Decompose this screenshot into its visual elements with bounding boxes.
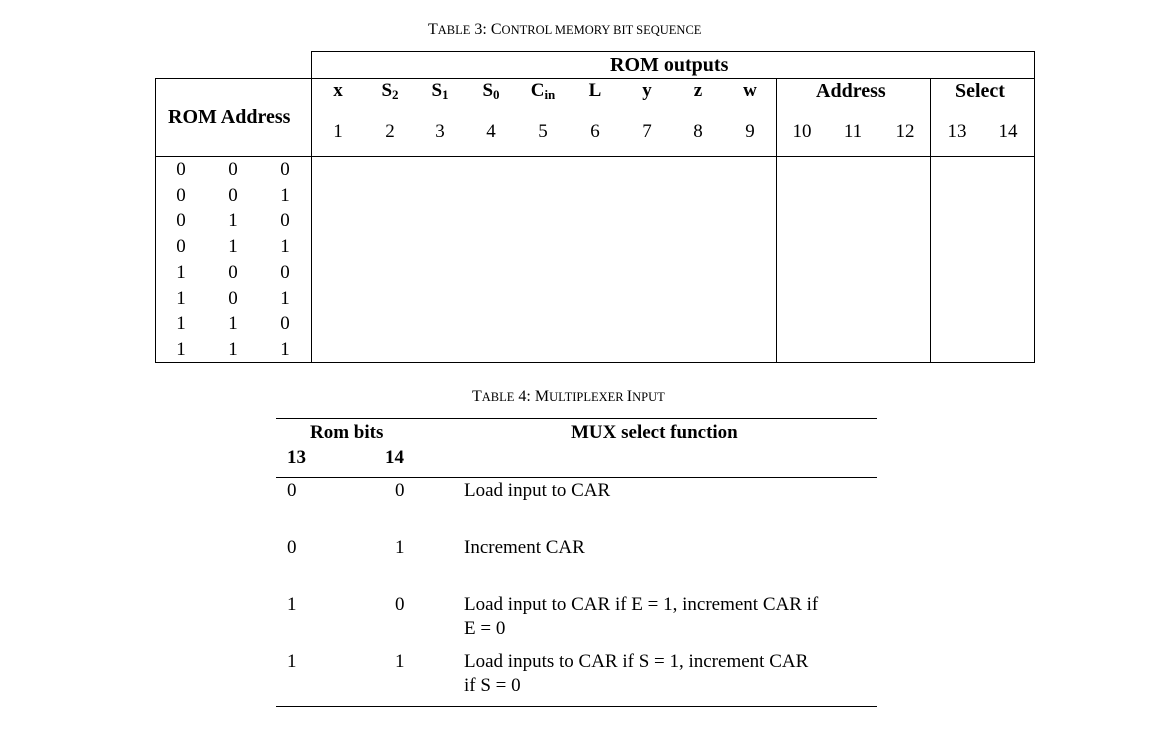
address-bit: 0 bbox=[228, 159, 238, 180]
rom-bit-13: 1 bbox=[287, 651, 297, 672]
bit-number: 10 bbox=[792, 121, 812, 142]
rom-bit-13: 1 bbox=[287, 594, 297, 615]
output-header: $S_0$ bbox=[482, 80, 500, 102]
address-bit: 1 bbox=[228, 236, 238, 258]
table3-border bbox=[155, 78, 1034, 79]
output-header: z bbox=[693, 80, 703, 101]
output-header: L bbox=[588, 80, 602, 101]
bit-number: 11 bbox=[843, 121, 863, 142]
address-bit: 0 bbox=[176, 210, 186, 232]
output-header: $S_1$ bbox=[431, 80, 449, 102]
table4-rule bbox=[276, 418, 877, 419]
output-header: x bbox=[333, 80, 343, 101]
bit-number: 12 bbox=[895, 121, 915, 142]
address-bit: 1 bbox=[228, 210, 238, 232]
output-header: w bbox=[743, 80, 757, 101]
address-bit: 1 bbox=[176, 313, 186, 335]
address-bit: 1 bbox=[280, 236, 290, 258]
mux-function-cont: E = 0 bbox=[464, 618, 506, 639]
table3-caption: TABLE 3: CONTROL MEMORY BIT SEQUENCE bbox=[428, 21, 702, 38]
table3-border bbox=[311, 51, 312, 363]
bit-number: 2 bbox=[385, 121, 395, 142]
table3-border bbox=[155, 362, 1034, 363]
address-bit: 1 bbox=[280, 287, 290, 309]
rom-bit-14: 1 bbox=[395, 537, 405, 558]
address-header: Address bbox=[816, 80, 886, 102]
address-bit: 0 bbox=[228, 184, 238, 206]
bit-number: 7 bbox=[642, 121, 652, 142]
rom-bit-13: 0 bbox=[287, 537, 297, 558]
address-bit: 1 bbox=[176, 287, 186, 309]
address-bit: 0 bbox=[228, 287, 238, 309]
address-bit: 0 bbox=[176, 184, 186, 206]
address-bit: 1 bbox=[176, 338, 186, 360]
rom-bit-13: 0 bbox=[287, 480, 297, 501]
output-header: $S_2$ bbox=[381, 80, 399, 102]
bit-number: 3 bbox=[435, 121, 445, 142]
mux-function: Load inputs to CAR if S = 1, increment CAR bbox=[464, 651, 809, 672]
address-bit: 0 bbox=[280, 261, 290, 283]
table3-border bbox=[155, 156, 1034, 157]
col-14-header: 14 bbox=[385, 447, 404, 468]
bit-number: 14 bbox=[998, 121, 1018, 142]
address-bit: 0 bbox=[280, 159, 290, 180]
rom-bit-14: 0 bbox=[395, 594, 405, 615]
address-bit: 0 bbox=[176, 159, 186, 180]
output-header: y bbox=[642, 80, 652, 101]
address-bit: 1 bbox=[228, 313, 238, 335]
bit-number: 13 bbox=[947, 121, 967, 142]
table4-rule bbox=[276, 706, 877, 707]
mux-function: Load input to CAR bbox=[464, 480, 611, 501]
rom-bit-14: 0 bbox=[395, 480, 405, 501]
address-bit: 0 bbox=[228, 261, 238, 283]
address-bit: 0 bbox=[280, 313, 290, 335]
address-bit: 0 bbox=[176, 236, 186, 258]
address-bit: 0 bbox=[280, 210, 290, 232]
select-header: Select bbox=[955, 80, 1005, 102]
rom-outputs-header: ROM outputs bbox=[610, 54, 729, 76]
mux-function: Increment CAR bbox=[464, 537, 585, 558]
mux-function: Load input to CAR if E = 1, increment CAR if bbox=[464, 594, 819, 615]
mux-function-cont: if S = 0 bbox=[464, 675, 521, 696]
bit-number: 8 bbox=[693, 121, 703, 142]
table3-border bbox=[776, 78, 777, 363]
rom-bit-14: 1 bbox=[395, 651, 405, 672]
mux-select-header: MUX select function bbox=[571, 422, 738, 443]
address-bit: 1 bbox=[280, 184, 290, 206]
bit-number: 4 bbox=[486, 121, 496, 142]
rom-bits-header: Rom bits bbox=[310, 422, 384, 443]
address-bit: 1 bbox=[176, 261, 186, 283]
table3-border bbox=[155, 78, 156, 363]
table3-border bbox=[311, 51, 1034, 52]
bit-number: 5 bbox=[538, 121, 548, 142]
bit-number: 6 bbox=[590, 121, 600, 142]
table3-border bbox=[1034, 51, 1035, 363]
bit-number: 1 bbox=[333, 121, 343, 142]
bit-number: 9 bbox=[745, 121, 755, 142]
table4-rule bbox=[276, 477, 877, 478]
output-header: $C_{in}$ bbox=[530, 80, 556, 102]
address-bit: 1 bbox=[228, 338, 238, 360]
col-13-header: 13 bbox=[287, 447, 306, 468]
rom-address-header: ROM Address bbox=[168, 106, 291, 128]
table3-border bbox=[930, 78, 931, 363]
table4-caption: TABLE 4: MULTIPLEXER INPUT bbox=[472, 388, 665, 405]
address-bit: 1 bbox=[280, 338, 290, 360]
